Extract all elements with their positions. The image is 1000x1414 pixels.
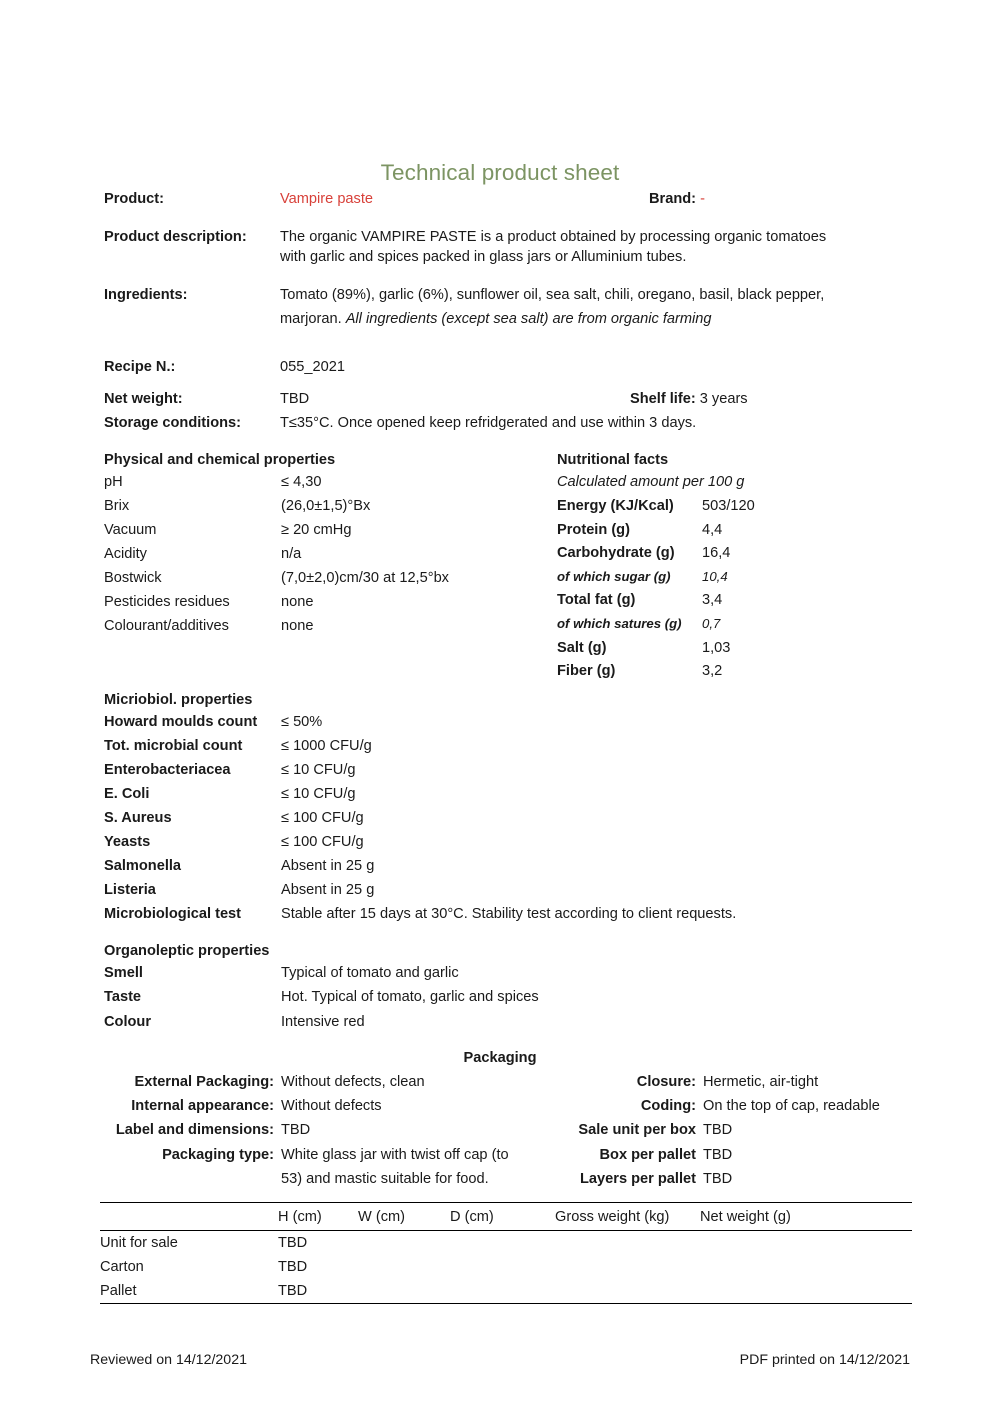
- nutrition-key: of which satures (g): [557, 615, 682, 631]
- cell-depth: [450, 1231, 555, 1256]
- microbiological-key: Enterobacteriacea: [104, 762, 231, 778]
- cell-net-weight: [700, 1255, 912, 1279]
- shelf-life-value: 3 years: [699, 391, 748, 407]
- net-weight-value: TBD: [280, 391, 310, 407]
- physical-value: (26,0±1,5)°Bx: [281, 498, 371, 514]
- table-row: [100, 1231, 912, 1256]
- microbiological-row: [104, 714, 904, 738]
- packaging-key: Packaging type:: [162, 1146, 274, 1163]
- organoleptic-key: Colour: [104, 1013, 152, 1030]
- packaging-key: Closure:: [636, 1074, 696, 1090]
- column-header-gross-weight: Gross weight (kg): [555, 1203, 700, 1231]
- microbiological-key: Salmonella: [104, 858, 182, 874]
- physical-value: (7,0±2,0)cm/30 at 12,5°bx: [281, 570, 449, 586]
- cell-depth: [450, 1279, 555, 1304]
- nutrition-key: Energy (KJ/Kcal): [557, 498, 674, 514]
- bottom-rule: [278, 1304, 358, 1305]
- cell-gross-weight: [555, 1231, 700, 1256]
- packaging-value: Hermetic, air-tight: [703, 1074, 819, 1090]
- nutrition-row-sub: [557, 616, 937, 640]
- product-description-label: Product description:: [104, 229, 247, 245]
- physical-row: [104, 594, 544, 618]
- nutrition-value: 4,4: [702, 521, 723, 538]
- page-footer: [90, 1352, 910, 1368]
- packaging-row: [440, 1074, 910, 1098]
- nutritional-facts-heading: Nutritional facts: [557, 452, 669, 468]
- organoleptic-row: [104, 965, 804, 989]
- nutrition-key: Total fat (g): [557, 592, 636, 609]
- description-line-2: with garlic and spices packed in glass jars or Alluminium tubes.: [280, 249, 687, 265]
- microbiological-value: ≤ 100 CFU/g: [281, 810, 364, 826]
- shelf-life-pair: [630, 391, 748, 407]
- microbiological-key: Yeasts: [104, 834, 151, 850]
- packaging-type-continuation: 53) and mastic suitable for food.: [281, 1170, 489, 1187]
- microbiological-row: [104, 786, 904, 810]
- brand-pair: [649, 191, 705, 207]
- cell-net-weight: [700, 1231, 912, 1256]
- bottom-rule: [700, 1304, 912, 1305]
- product-label: Product:: [104, 191, 164, 207]
- physical-key: Bostwick: [104, 570, 162, 586]
- nutrition-row: [557, 640, 937, 664]
- packaging-key: External Packaging:: [134, 1074, 274, 1090]
- cell-height: TBD: [278, 1259, 308, 1275]
- packaging-value: TBD: [281, 1122, 311, 1139]
- cell-width: [358, 1279, 450, 1304]
- microbiological-value: Stable after 15 days at 30°C. Stability test according to client requests.: [281, 906, 737, 922]
- microbiological-value: ≤ 10 CFU/g: [281, 762, 356, 778]
- organoleptic-value: Typical of tomato and garlic: [281, 965, 459, 981]
- physical-row: [104, 522, 544, 546]
- nutrition-key: Salt (g): [557, 639, 607, 656]
- physical-properties-list: [104, 474, 544, 642]
- footer-reviewed-date: Reviewed on 14/12/2021: [90, 1352, 247, 1368]
- microbiological-value: ≤ 1000 CFU/g: [281, 738, 372, 754]
- packaging-key: Label and dimensions:: [115, 1122, 274, 1139]
- packaging-key: Sale unit per box: [578, 1122, 696, 1139]
- product-value: Vampire paste: [280, 191, 374, 207]
- column-header-blank: [100, 1203, 278, 1231]
- microbiological-row: [104, 858, 904, 882]
- microbiological-key: Howard moulds count: [104, 714, 258, 730]
- packaging-value: TBD: [703, 1170, 733, 1187]
- physical-value: n/a: [281, 546, 302, 562]
- packaging-value: Without defects, clean: [281, 1074, 425, 1090]
- organoleptic-key: Taste: [104, 989, 142, 1006]
- column-header-width: W (cm): [358, 1203, 450, 1231]
- organoleptic-properties-list: [104, 965, 804, 1038]
- physical-key: Acidity: [104, 546, 147, 562]
- nutrition-value: 1,03: [702, 639, 731, 656]
- microbiological-row: [104, 810, 904, 834]
- cell-height: TBD: [278, 1231, 358, 1256]
- nutrition-key: Protein (g): [557, 521, 630, 538]
- bottom-rule: [358, 1304, 450, 1305]
- brand-value: -: [700, 191, 705, 207]
- bottom-rule: [555, 1304, 700, 1305]
- microbiological-row: [104, 834, 904, 858]
- nutrition-row: [557, 592, 937, 616]
- packaging-row: [440, 1171, 910, 1195]
- packaging-right-column: [440, 1074, 910, 1195]
- packaging-row: [440, 1098, 910, 1122]
- packaging-key: Internal appearance:: [131, 1098, 274, 1115]
- microbiological-key: Microbiological test: [104, 906, 242, 922]
- nutrition-row-sub: [557, 569, 937, 593]
- physical-key: pH: [104, 474, 123, 490]
- nutrition-value: 16,4: [702, 545, 731, 562]
- row-label: Pallet: [100, 1283, 137, 1299]
- cell-gross-weight: [555, 1279, 700, 1304]
- nutrition-key: Carbohydrate (g): [557, 545, 675, 562]
- storage-conditions-value: T≤35°C. Once opened keep refridgerated and use within 3 days.: [280, 415, 697, 431]
- nutrition-value: 3,2: [702, 663, 723, 680]
- packaging-value: Without defects: [281, 1098, 382, 1115]
- packaging-value: TBD: [703, 1146, 733, 1163]
- physical-row: [104, 498, 544, 522]
- nutrition-row: [557, 663, 937, 687]
- physical-properties-heading: Physical and chemical properties: [104, 452, 336, 468]
- row-label: Unit for sale: [100, 1231, 278, 1256]
- ingredients-marjoran: marjoran.: [280, 311, 346, 327]
- microbiological-key: Tot. microbial count: [104, 738, 243, 754]
- packaging-key: Box per pallet: [599, 1146, 696, 1163]
- dimensions-table-body: [100, 1231, 912, 1305]
- organoleptic-row: [104, 1014, 804, 1038]
- table-bottom-rule-row: [100, 1304, 912, 1305]
- packaging-heading: Packaging: [463, 1050, 537, 1066]
- table-row: [100, 1255, 912, 1279]
- nutritional-facts-list: [557, 498, 937, 687]
- microbiological-row: [104, 906, 904, 930]
- microbiological-row: [104, 762, 904, 786]
- nutrition-row: [557, 545, 937, 569]
- cell-height: TBD: [278, 1283, 308, 1299]
- microbiological-key: E. Coli: [104, 786, 150, 802]
- physical-value: ≥ 20 cmHg: [281, 522, 352, 538]
- nutrition-key: of which sugar (g): [557, 568, 671, 584]
- nutrition-value: 10,4: [702, 568, 728, 584]
- microbiological-row: [104, 882, 904, 906]
- cell-width: [358, 1231, 450, 1256]
- physical-row: [104, 618, 544, 642]
- microbiological-row: [104, 738, 904, 762]
- physical-key: Vacuum: [104, 522, 157, 538]
- ingredients-value: [280, 287, 880, 331]
- physical-key: Colourant/additives: [104, 618, 229, 634]
- packaging-value: On the top of cap, readable: [703, 1098, 880, 1115]
- physical-row: [104, 570, 544, 594]
- cell-width: [358, 1255, 450, 1279]
- packaging-row: [440, 1122, 910, 1146]
- dimensions-table: [100, 1202, 912, 1304]
- physical-key: Pesticides residues: [104, 594, 230, 610]
- description-line-1: The organic VAMPIRE PASTE is a product obtained by processing organic tomatoes: [280, 229, 827, 245]
- net-weight-label: Net weight:: [104, 391, 183, 407]
- organoleptic-row: [104, 989, 804, 1013]
- nutrition-row: [557, 522, 937, 546]
- nutritional-facts-note: Calculated amount per 100 g: [557, 474, 745, 490]
- nutrition-value: 3,4: [702, 592, 723, 609]
- packaging-key: Coding:: [640, 1098, 696, 1115]
- ingredients-label: Ingredients:: [104, 287, 188, 303]
- physical-row: [104, 546, 544, 570]
- physical-value: none: [281, 594, 314, 610]
- packaging-row: [440, 1147, 910, 1171]
- microbiological-properties-heading: Micriobiol. properties: [104, 692, 253, 708]
- cell-net-weight: [700, 1279, 912, 1304]
- microbiological-value: ≤ 10 CFU/g: [281, 786, 356, 802]
- footer-printed-date: PDF printed on 14/12/2021: [739, 1352, 910, 1368]
- bottom-rule: [100, 1304, 278, 1305]
- cell-gross-weight: [555, 1255, 700, 1279]
- ingredients-line-1: Tomato (89%), garlic (6%), sunflower oil, sea salt, chili, oregano, basil, black pepper,: [280, 287, 825, 303]
- ingredients-organic-note: All ingredients (except sea salt) are from organic farming: [345, 311, 712, 327]
- nutrition-value: 503/120: [702, 498, 755, 514]
- nutrition-key: Fiber (g): [557, 663, 616, 680]
- microbiological-key: S. Aureus: [104, 810, 172, 826]
- microbiological-value: Absent in 25 g: [281, 882, 375, 898]
- packaging-key: Layers per pallet: [580, 1170, 696, 1187]
- organoleptic-value: Intensive red: [281, 1013, 365, 1030]
- microbiological-value: ≤ 50%: [281, 714, 323, 730]
- packaging-value: TBD: [703, 1122, 733, 1139]
- nutrition-row: [557, 498, 937, 522]
- nutrition-value: 0,7: [702, 615, 721, 631]
- cell-depth: [450, 1255, 555, 1279]
- row-label: Carton: [100, 1259, 144, 1275]
- organoleptic-key: Smell: [104, 965, 143, 981]
- microbiological-properties-list: [104, 714, 904, 930]
- microbiological-value: ≤ 100 CFU/g: [281, 834, 364, 850]
- table-header-row: [100, 1203, 912, 1231]
- organoleptic-value: Hot. Typical of tomato, garlic and spices: [281, 989, 539, 1006]
- column-header-height: H (cm): [278, 1203, 358, 1231]
- dimensions-table-head: [100, 1203, 912, 1231]
- physical-value: none: [281, 618, 314, 634]
- product-description-value: [280, 229, 880, 269]
- column-header-net-weight: Net weight (g): [700, 1203, 912, 1231]
- packaging-value: White glass jar with twist off cap (to: [281, 1146, 509, 1163]
- ingredients-line-2: [280, 311, 880, 327]
- brand-label: Brand:: [649, 191, 697, 207]
- recipe-label: Recipe N.:: [104, 359, 176, 375]
- recipe-value: 055_2021: [280, 359, 345, 375]
- shelf-life-label: Shelf life:: [630, 391, 696, 407]
- table-row: [100, 1279, 912, 1304]
- microbiological-value: Absent in 25 g: [281, 858, 375, 874]
- organoleptic-properties-heading: Organoleptic properties: [104, 943, 270, 959]
- physical-key: Brix: [104, 498, 130, 514]
- column-header-depth: D (cm): [450, 1203, 555, 1231]
- storage-conditions-label: Storage conditions:: [104, 415, 242, 431]
- page-title: Technical product sheet: [380, 160, 620, 185]
- bottom-rule: [450, 1304, 555, 1305]
- physical-value: ≤ 4,30: [281, 474, 322, 490]
- microbiological-key: Listeria: [104, 882, 156, 898]
- physical-row: [104, 474, 544, 498]
